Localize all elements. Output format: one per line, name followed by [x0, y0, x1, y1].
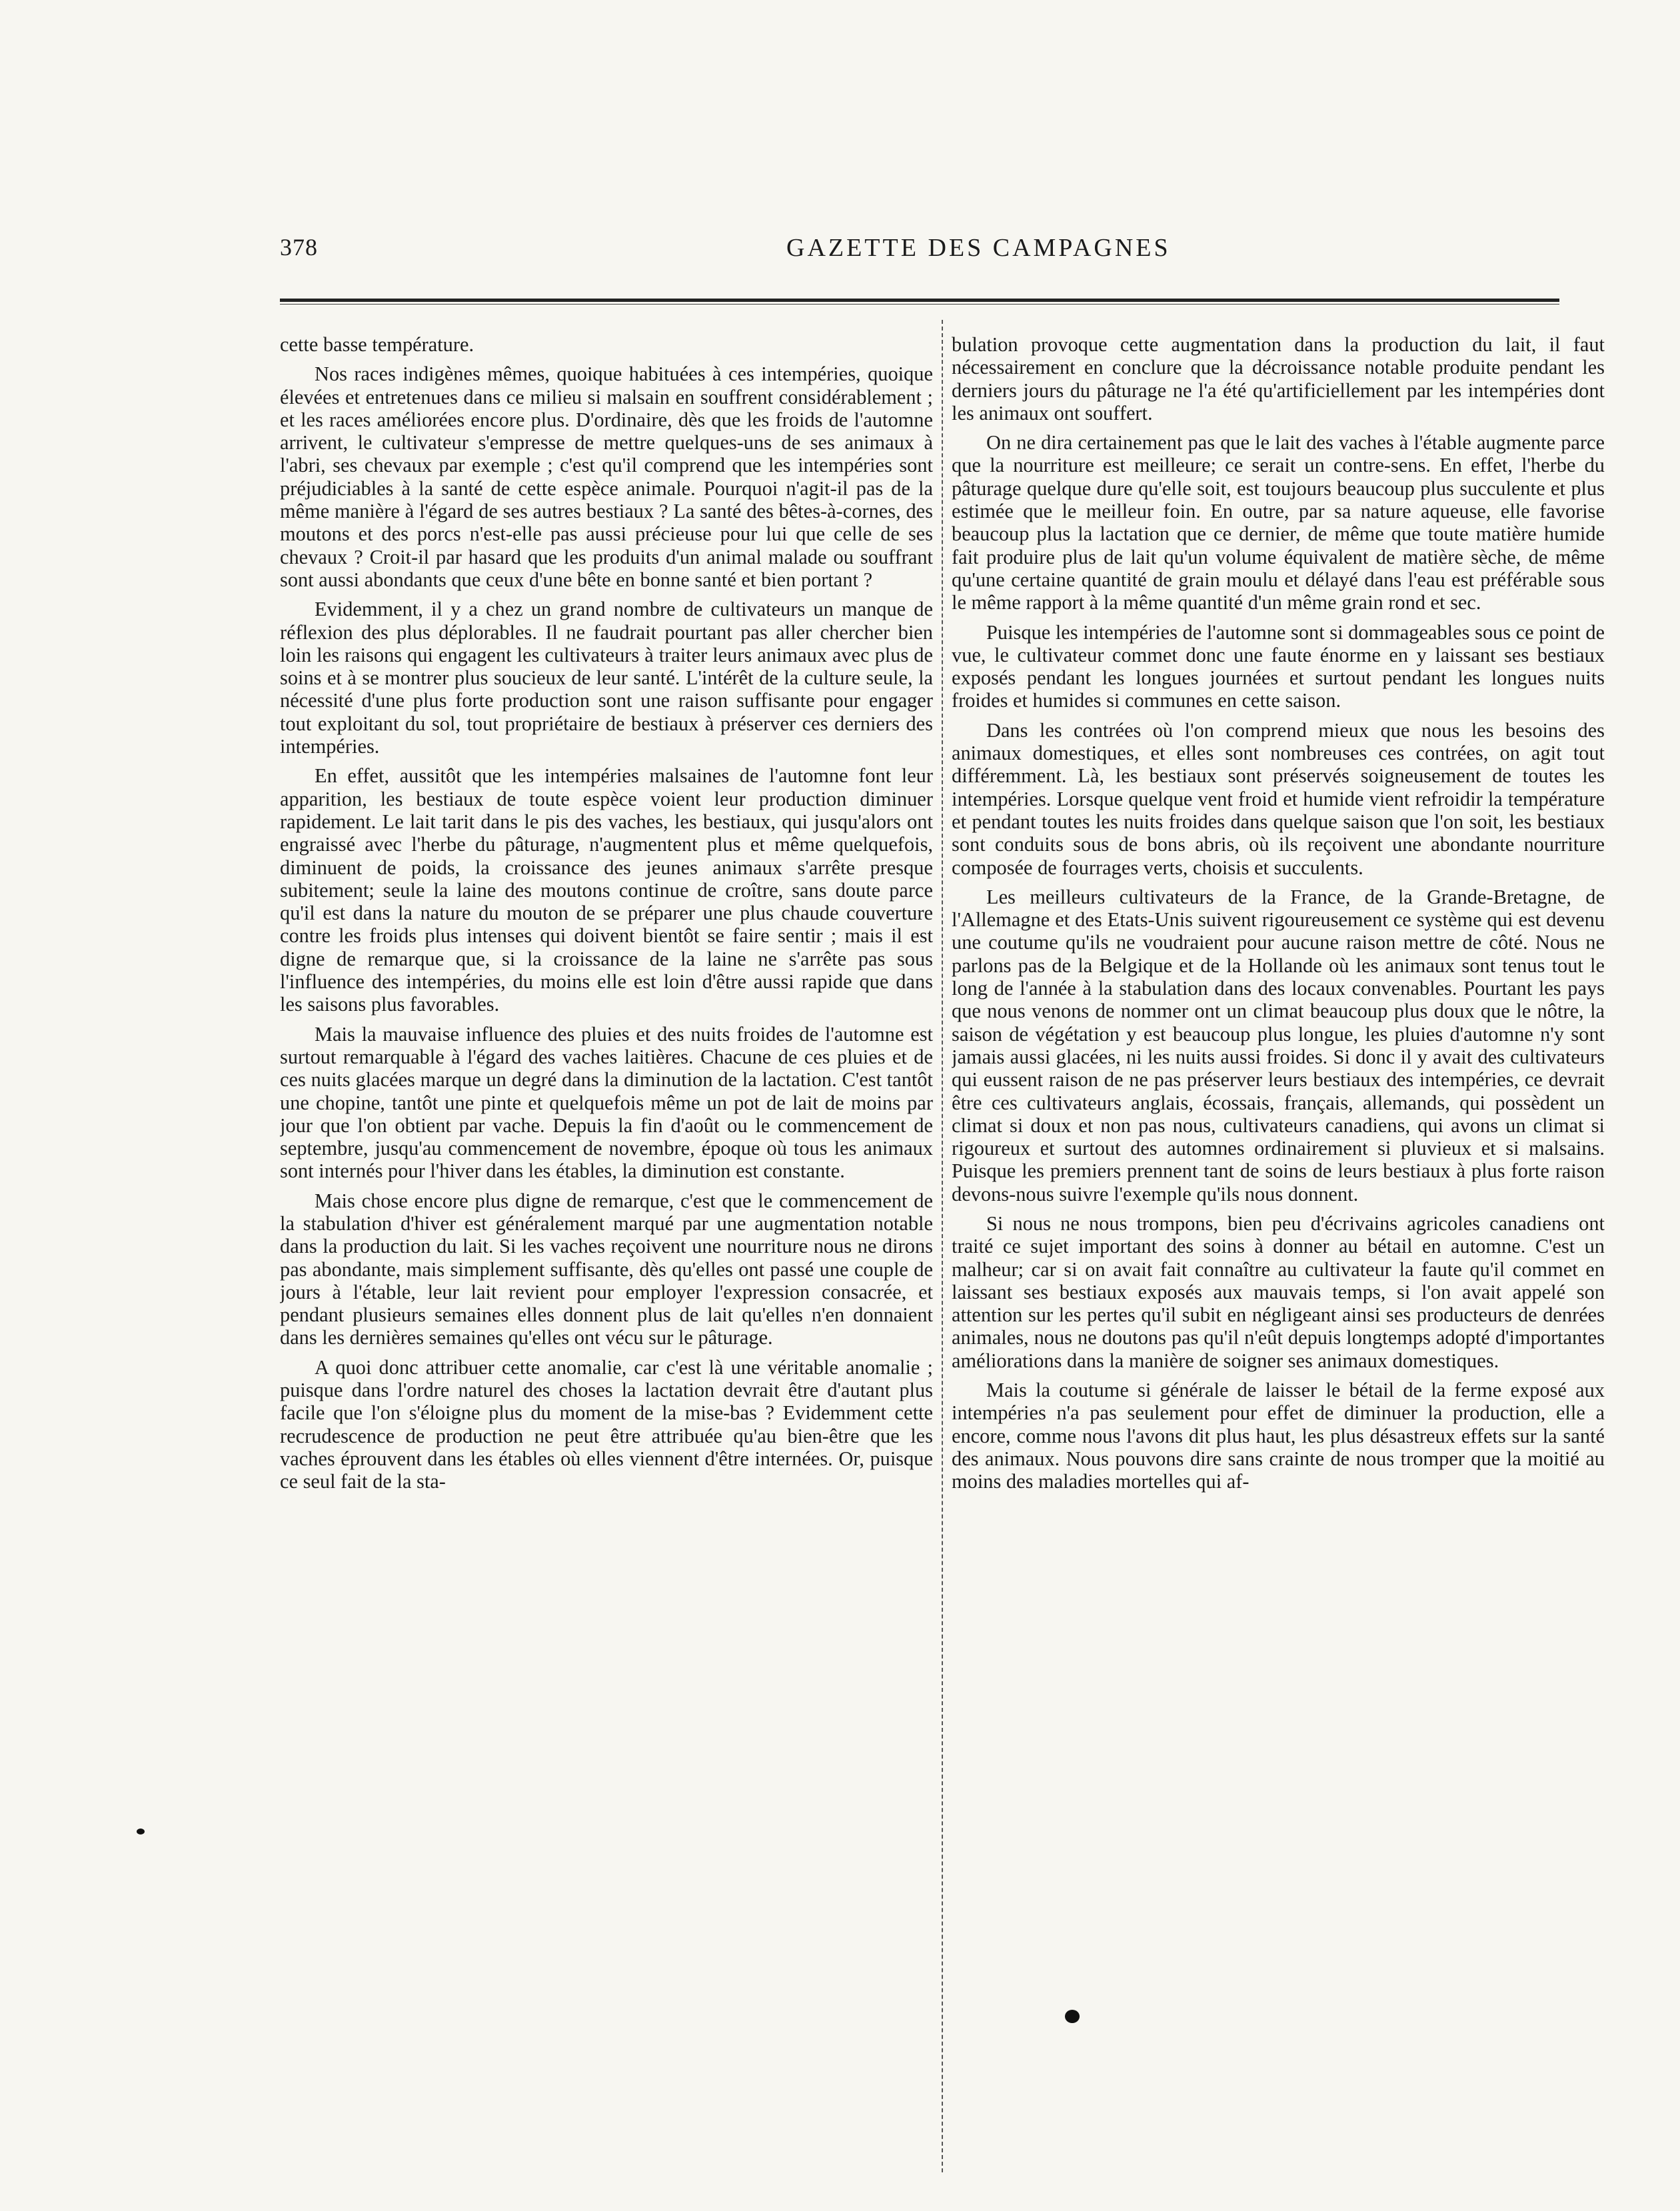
paragraph: Si nous ne nous trompons, bien peu d'écrivains agricoles canadiens ont traité ce sujet important des soins à donner au bétail en automne. C'est un malheur; car si on avait fait connaître au cultivateur la faute qu'il commet en laissant ses bestiaux exposés aux mauvais temps, si l'on avait appelé son attention sur les pertes qu'il subit en négligeant ainsi ses producteurs de denrées animales, nous ne doutons pas qu'il n'eût depuis longtemps adopté d'importantes améliorations dans la manière de soigner ses animaux domestiques. [952, 1211, 1605, 1372]
paragraph: Puisque les intempéries de l'automne sont si dommageables sous ce point de vue, le cultivateur commet donc une faute énorme en y laissant ses bestiaux exposés pendant les longues journées et surtout pendant les longues nuits froides et humides si communes en cette saison. [952, 620, 1605, 712]
paragraph: Mais la coutume si générale de laisser le bétail de la ferme exposé aux intempéries n'a pas seulement pour effet de diminuer la production, elle a encore, comme nous l'avons dit plus haut, les plus désastreux effets sur la santé des animaux. Nous pouvons dire sans crainte de nous tromper que la moitié au moins des maladies mortelles qui af- [952, 1379, 1605, 1493]
paragraph: En effet, aussitôt que les intempéries malsaines de l'automne font leur apparition, les bestiaux de toute espèce voient leur production diminuer rapidement. Le lait tarit dans le pis des vaches, les bestiaux, qui jusqu'alors ont engraissé avec l'herbe du pâturage, n'augmentent plus et même quelquefois, diminuent de poids, la croissance des jeunes animaux s'arrête presque subitement; seule la laine des moutons continue de croître, sans doute parce qu'il est dans la nature du mouton de se préparer une plus chaude couverture contre les froids plus intenses qui doivent bientôt se faire sentir ; mais il est digne de remarque que, si la croissance de la laine ne s'arrête pas sous l'influence des intempéries, du moins elle est loin d'être aussi rapide que dans les saisons plus favorables. [280, 764, 933, 1016]
paragraph: Les meilleurs cultivateurs de la France, de la Grande-Bretagne, de l'Allemagne et des Etats-Unis suivent rigoureusement ce système qui est devenu une coutume qu'ils ne voudraient pour aucune raison mettre de côté. Nous ne parlons pas de la Belgique et de la Hollande où les animaux sont tenus tout le long de l'année à la stabulation dans des locaux convenables. Pourtant les pays que nous venons de nommer ont un climat beaucoup plus doux que le nôtre, la saison de végétation y est beaucoup plus longue, les pluies d'automne n'y sont jamais aussi glacées, ni les nuits aussi froides. Si donc il y avait des cultivateurs qui eussent raison de ne pas préserver leurs bestiaux des intempéries, ce devrait être ces cultivateurs anglais, écossais, français, allemands, qui possèdent un climat si doux et non pas nous, cultivateurs canadiens, qui avons un climat si rigoureux et surtout des automnes ordinairement si pluvieux et si malsains. Puisque les premiers prennent tant de soins de leurs bestiaux à plus forte raison devons-nous suivre l'exemple qu'ils nous donnent. [952, 885, 1605, 1205]
paragraph: Mais la mauvaise influence des pluies et des nuits froides de l'automne est surtout remarquable à l'égard des vaches laitières. Chacune de ces pluies et de ces nuits glacées marque un degré dans la diminution de la lactation. C'est tantôt une chopine, tantôt une pinte et quelquefois même un pot de lait de moins par jour que l'on obtient par vache. Depuis la fin d'août ou le commencement de septembre, jusqu'au commencement de novembre, époque où tous les animaux sont internés pour l'hiver dans les étables, la diminution est constante. [280, 1022, 933, 1183]
ink-blot [137, 1829, 145, 1835]
paragraph: Dans les contrées où l'on comprend mieux que nous les besoins des animaux domestiques, et elles sont nombreuses ces contrées, on agit tout différemment. Là, les bestiaux sont préservés soigneusement de toutes les intempéries. Lorsque quelque vent froid et humide vient refroidir la température et pendant toutes les nuits froides dans quelque saison que l'on soit, les bestiaux sont conduits sous de bons abris, où ils reçoivent une abondante nourriture composée de fourrages verts, choisis et succulents. [952, 718, 1605, 879]
page-header [280, 233, 1559, 273]
running-title: GAZETTE DES CAMPAGNES [786, 234, 1171, 262]
paragraph: Nos races indigènes mêmes, quoique habituées à ces intempéries, quoique élevées et entretenues dans ce milieu si malsain en souffrent considérablement ; et les races améliorées encore plus. D'ordinaire, dès que les froids de l'automne arrivent, le cultivateur s'empresse de mettre quelques-uns de ses animaux à l'abri, ses chevaux par exemple ; c'est qu'il comprend que les intempéries sont préjudiciables à la santé de cette espèce animale. Pourquoi n'agit-il pas de la même manière à l'égard de ses autres bestiaux ? La santé des bêtes-à-cornes, des moutons et des porcs n'est-elle pas aussi précieuse pour lui que celle de ses chevaux ? Croit-il par hasard que les produits d'un animal malade ou souffrant sont aussi abondants que ceux d'une bête en bonne santé et bien portant ? [280, 363, 933, 591]
column-divider [942, 320, 943, 2172]
page-number: 378 [280, 234, 318, 261]
ink-blot [1065, 2010, 1080, 2023]
paragraph: Mais chose encore plus digne de remarque, c'est que le commencement de la stabulation d'hiver est généralement marqué par une augmentation notable dans la production du lait. Si les vaches reçoivent une nourriture nous ne dirons pas abondante, mais simplement suffisante, dès qu'elles ont passé une couple de jours à l'étable, leur lait revient pour employer l'expression consacrée, et pendant plusieurs semaines elles donnent plus de lait qu'elles n'en donnaient dans les dernières semaines qu'elles ont vécu sur le pâturage. [280, 1189, 933, 1349]
paragraph: bulation provoque cette augmentation dans la production du lait, il faut nécessairement en conclure que la décroissance notable produite pendant les derniers jours du pâturage ne l'a été qu'artificiellement par les intempéries dont les animaux ont souffert. [952, 333, 1605, 424]
paragraph: A quoi donc attribuer cette anomalie, car c'est là une véritable anomalie ; puisque dans l'ordre naturel des choses la lactation devrait être d'autant plus facile que l'on s'éloigne plus du moment de la mise-bas ? Evidemment cette recrudescence de production ne peut être attribuée qu'au bien-être que les vaches éprouvent dans les étables où elles viennent d'être internées. Or, puisque ce seul fait de la sta- [280, 1355, 933, 1493]
header-rule [280, 299, 1559, 305]
paragraph: cette basse température. [280, 333, 474, 356]
paragraph: Evidemment, il y a chez un grand nombre de cultivateurs un manque de réflexion des plus déplorables. Il ne faudrait pourtant pas aller chercher bien loin les raisons qui engagent les cultivateurs à traiter leurs animaux avec plus de soins et à se montrer plus soucieux de leur santé. L'intérêt de la culture seule, la nécessité d'une plus forte production sont une raison suffisante pour engager tout exploitant du sol, tout propriétaire de bestiaux à préserver ces derniers des intempéries. [280, 598, 933, 758]
right-column [952, 333, 1605, 2192]
left-column [280, 333, 933, 2192]
paragraph: On ne dira certainement pas que le lait des vaches à l'étable augmente parce que la nourriture est meilleure; ce serait un contre-sens. En effet, l'herbe du pâturage quelque dure qu'elle soit, est toujours beaucoup plus succulente et plus estimée que le meilleur foin. En outre, par sa nature aqueuse, elle favorise beaucoup plus la lactation que ce dernier, de même que toute matière humide fait produire plus de lait qu'un volume équivalent de matière sèche, de même qu'une certaine quantité de grain moulu et délayé dans l'eau est préférable sous le même rapport à la même quantité d'un même grain rond et sec. [952, 431, 1605, 614]
